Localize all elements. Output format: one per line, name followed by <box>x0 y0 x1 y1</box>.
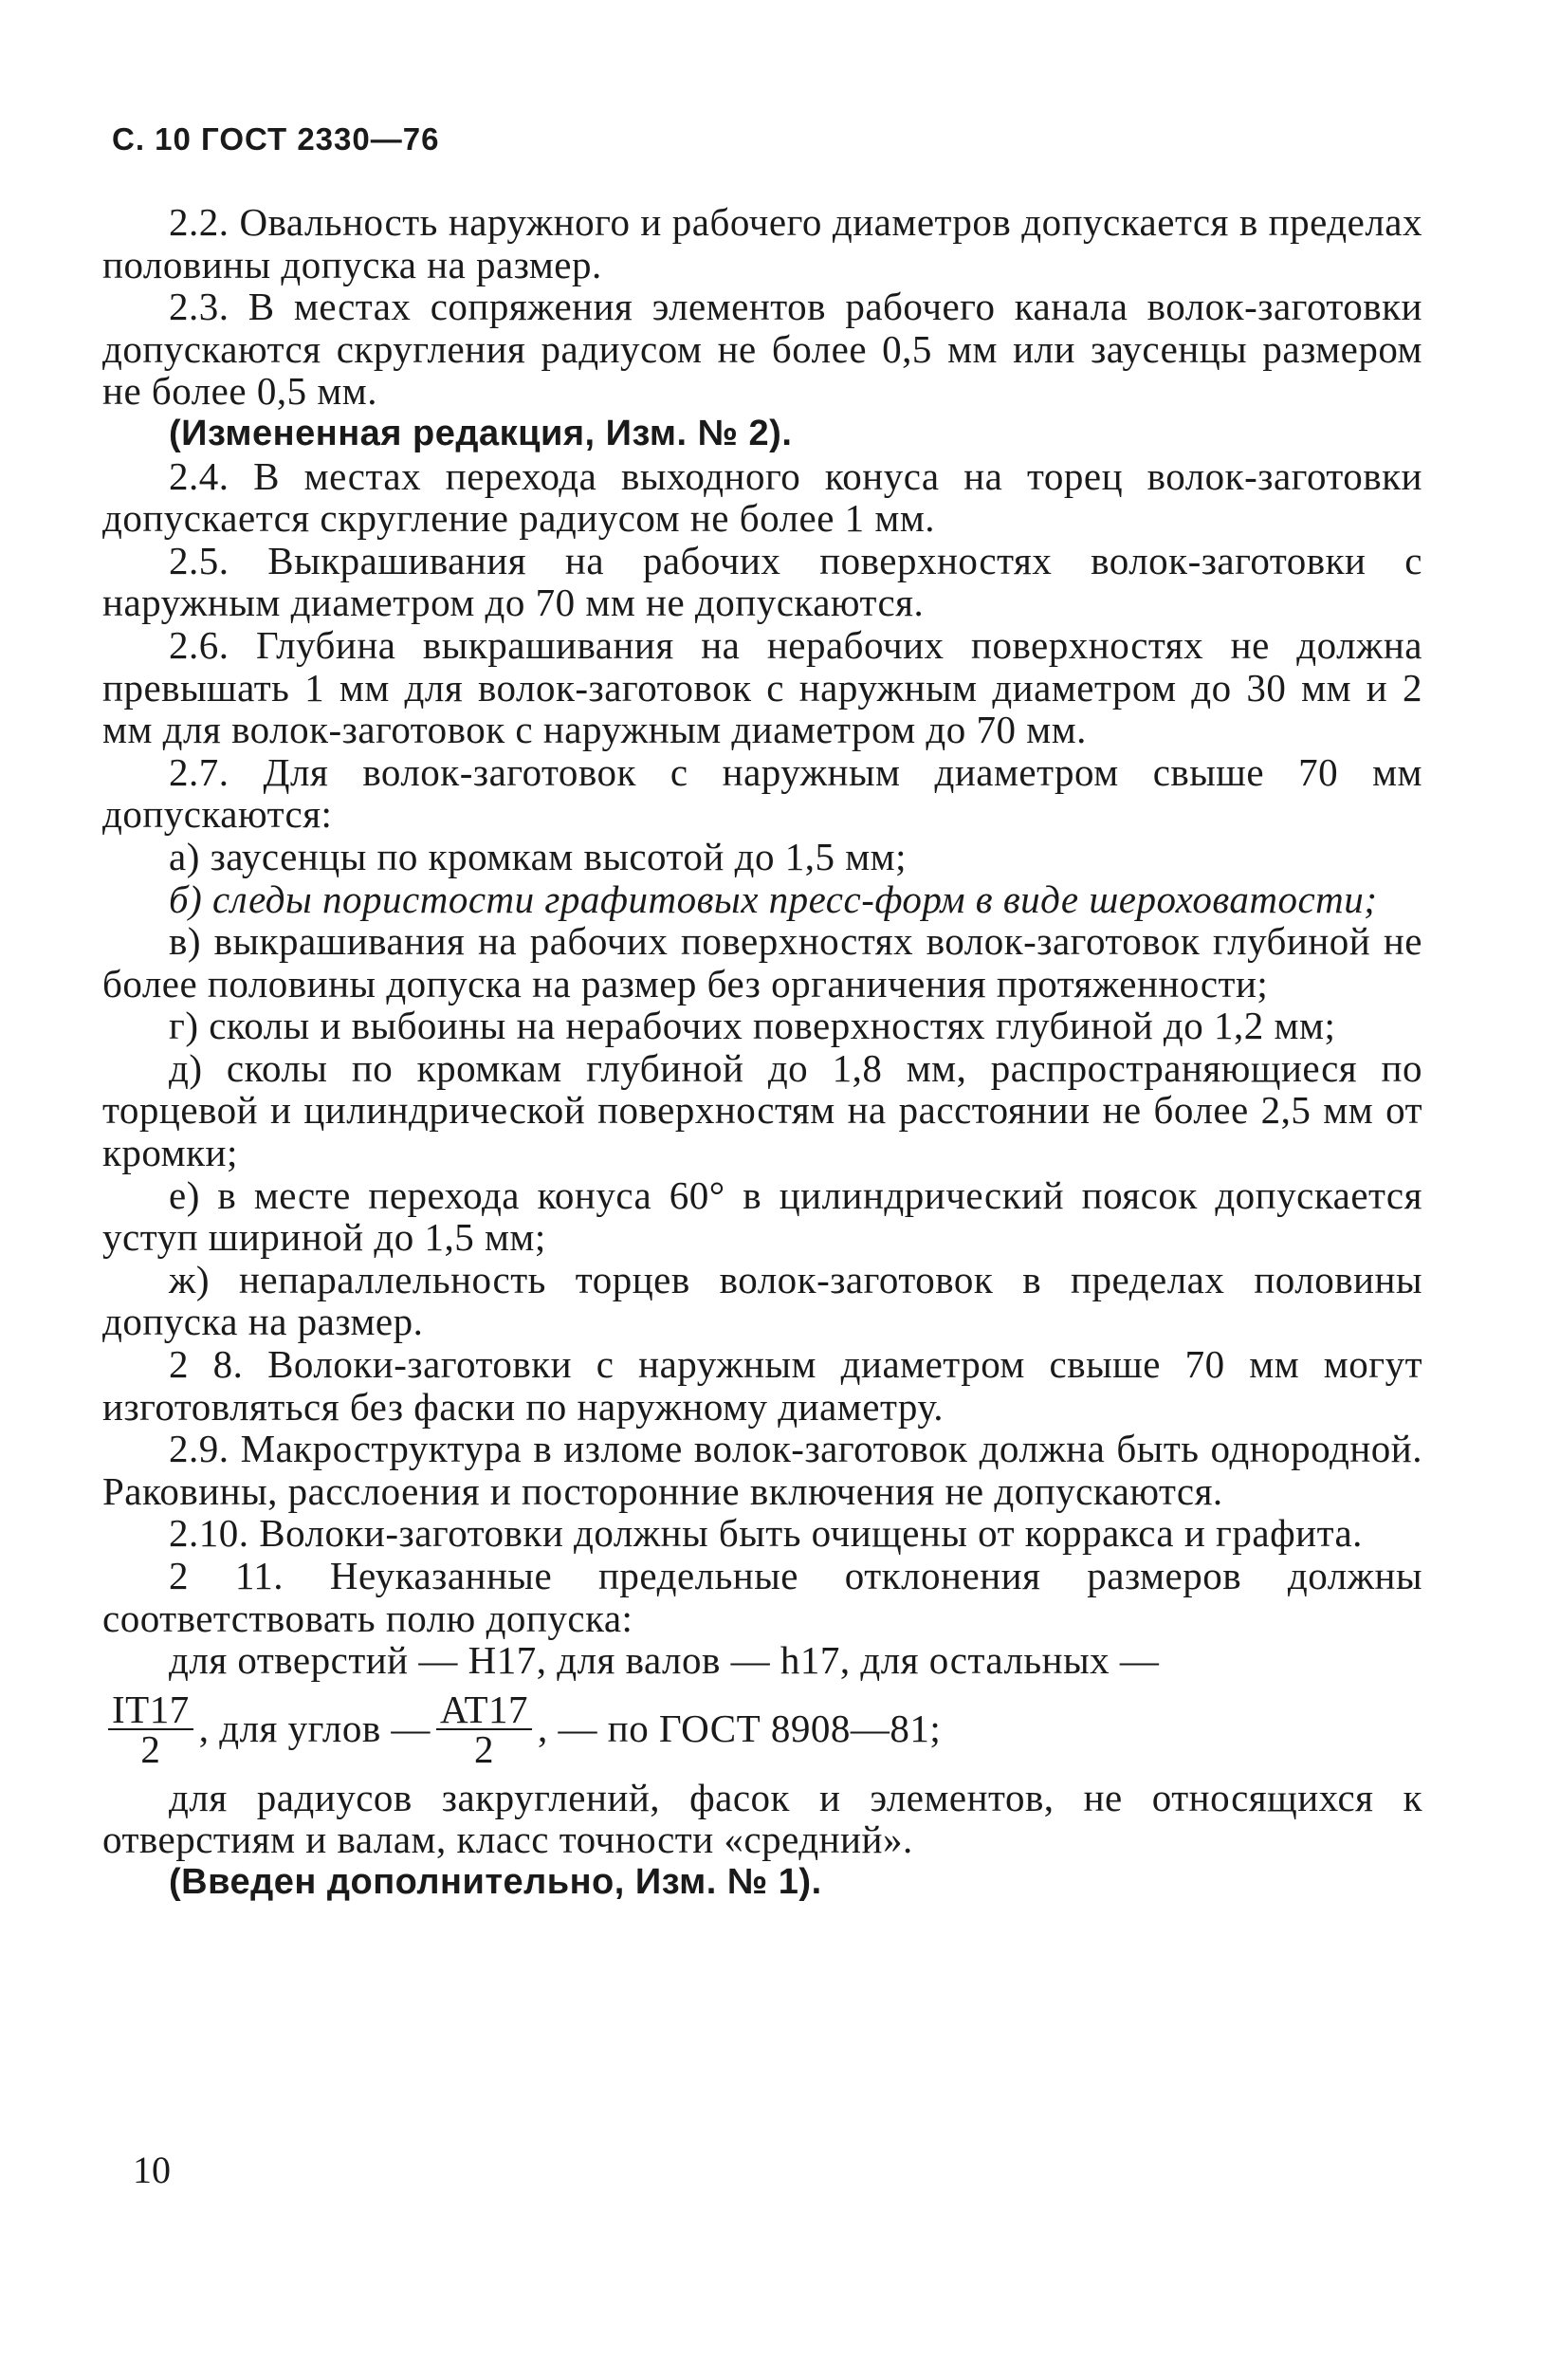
fraction-at17 <box>436 1687 532 1771</box>
page-number: 10 <box>133 2149 171 2191</box>
list-item-a: а) заусенцы по кромкам высотой до 1,5 мм; <box>169 834 907 878</box>
document-body <box>102 201 1422 1904</box>
fraction-it17-numerator: IT17 <box>108 1690 193 1730</box>
paragraph-2-10: 2.10. Волоки-заготовки должны быть очищены от корракса и графита. <box>169 1511 1363 1556</box>
paragraph-radii-class: для радиусов закруглений, фасок и элементов, не относящихся к отверстиям и валам, класс точности «средний». <box>102 1775 1422 1862</box>
paragraph-2-9: 2.9. Макроструктура в изломе волок-заготовок должна быть однородной. Раковины, расслоения и посторонние включения не допускаются. <box>102 1427 1422 1513</box>
formula-mid-text: , для углов — <box>198 1707 431 1751</box>
list-item-e: е) в месте перехода конуса 60° в цилиндрический поясок допускается уступ шириной до 1,5 мм; <box>102 1172 1422 1260</box>
tolerance-formula <box>102 1682 1422 1777</box>
list-item-g: г) сколы и выбоины на нерабочих поверхностях глубиной до 1,2 мм; <box>169 1004 1336 1048</box>
list-item-d: д) сколы по кромкам глубиной до 1,8 мм, распространяющиеся по торцевой и цилиндрической поверхностям на расстоянии не более 2,5 мм от кромки; <box>102 1045 1422 1175</box>
list-item-v: в) выкрашивания на рабочих поверхностях волок-заготовок глубиной не более половины допуска на размер без органичения протяженности; <box>102 919 1422 1006</box>
page-header: С. 10 ГОСТ 2330—76 <box>112 121 440 157</box>
paragraph-2-5: 2.5. Выкрашивания на рабочих поверхностях волок-заготовки с наружным диаметром до 70 мм не допускаются. <box>102 538 1422 625</box>
paragraph-2-7: 2.7. Для волок-заготовок с наружным диаметром свыше 70 мм допускаются: <box>102 749 1422 837</box>
amendment-note: (Измененная редакция, Изм. № 2). <box>169 413 793 453</box>
fraction-at17-numerator: AT17 <box>436 1690 532 1730</box>
fraction-at17-denominator: 2 <box>473 1726 494 1771</box>
fraction-it17-denominator: 2 <box>140 1726 161 1771</box>
tolerance-line: для отверстий — Н17, для валов — h17, для остальных — <box>169 1638 1160 1683</box>
fraction-it17 <box>108 1687 193 1771</box>
paragraph-2-4: 2.4. В местах перехода выходного конуса на торец волок-заготовки допускается скругление радиусом не более 1 мм. <box>102 453 1422 541</box>
formula-tail-text: , — по ГОСТ 8908—81; <box>538 1707 942 1751</box>
paragraph-2-8: 2 8. Волоки-заготовки с наружным диаметром свыше 70 мм могут изготовляться без фаски по наружному диаметру. <box>102 1342 1422 1429</box>
paragraph-2-11: 2 11. Неуказанные предельные отклонения размеров должны соответствовать полю допуска: <box>102 1554 1422 1640</box>
paragraph-2-2: 2.2. Овальность наружного и рабочего диаметров допускается в пределах половины допуска на размер. <box>102 200 1422 286</box>
list-item-b: б) следы пористости графитовых пресс-форм в виде шероховатости; <box>169 876 1378 921</box>
paragraph-2-6: 2.6. Глубина выкрашивания на нерабочих поверхностях не должна превышать 1 мм для волок-заготовок с наружным диаметром до 30 мм и 2 мм для волок-заготовок с наружным диаметром до 70 мм. <box>102 622 1422 752</box>
closing-amendment-note: (Введен дополнительно, Изм. № 1). <box>169 1861 822 1902</box>
paragraph-2-3: 2.3. В местах сопряжения элементов рабочего канала волок-заготовки допускаются скругления радиусом не более 0,5 мм или заусенцы размером не более 0,5 мм. <box>102 285 1422 414</box>
list-item-zh: ж) непараллельность торцев волок-заготовок в пределах половины допуска на размер. <box>102 1257 1422 1344</box>
